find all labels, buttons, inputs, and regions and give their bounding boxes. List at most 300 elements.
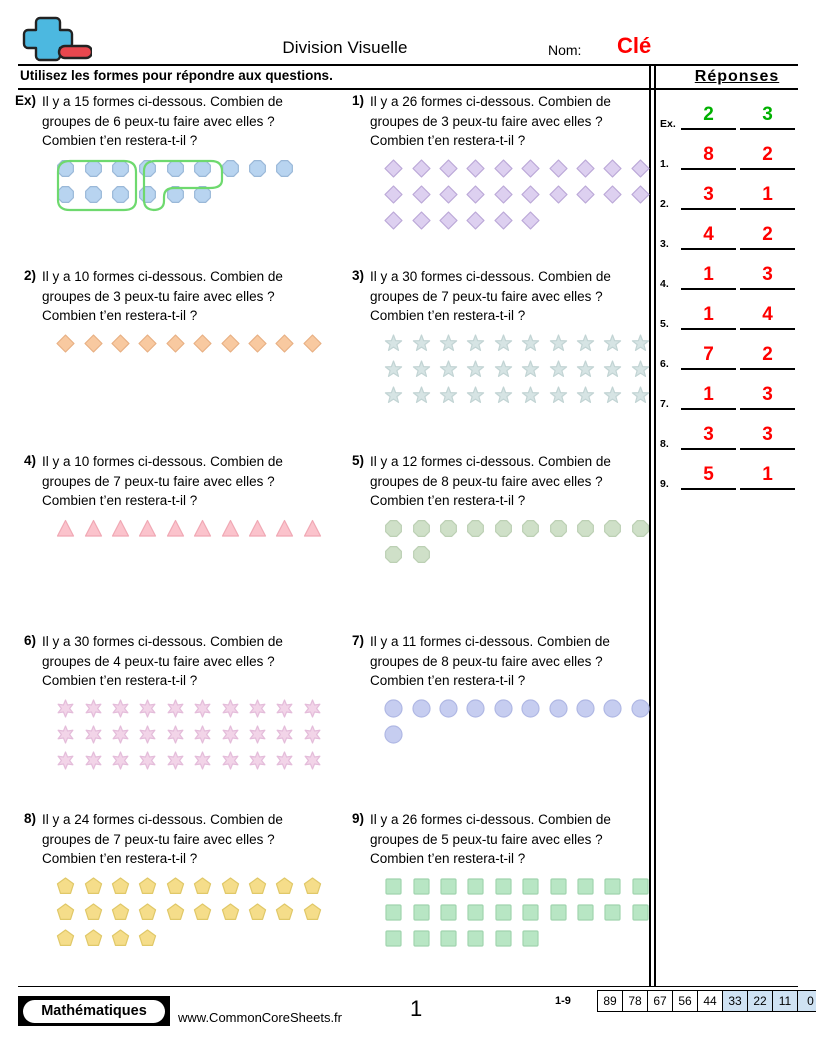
star5-icon bbox=[517, 331, 544, 357]
pentagon-icon bbox=[216, 900, 243, 926]
square-icon bbox=[407, 926, 434, 952]
star5-icon bbox=[599, 331, 626, 357]
rhombus-icon bbox=[244, 331, 271, 357]
octagon-icon bbox=[134, 182, 161, 208]
square-icon bbox=[490, 900, 517, 926]
star5-icon bbox=[380, 331, 407, 357]
answer-row bbox=[660, 220, 812, 260]
answer-row bbox=[660, 420, 812, 460]
star5-icon bbox=[627, 383, 654, 409]
star5-icon bbox=[544, 331, 571, 357]
diamond-icon bbox=[544, 156, 571, 182]
circle-icon bbox=[380, 722, 407, 748]
diamond-icon bbox=[407, 182, 434, 208]
diamond-icon bbox=[435, 208, 462, 234]
answer-field-remainder[interactable] bbox=[740, 300, 795, 330]
answer-value-quotient: 4 bbox=[703, 224, 714, 245]
problem-header bbox=[12, 267, 330, 326]
problem-text: Il y a 12 formes ci-dessous. Combien de groupes de 8 peux-tu faire avec elles ? Combien t’en restera-t-il ? bbox=[370, 454, 611, 508]
pentagon-icon bbox=[79, 900, 106, 926]
octagon-icon bbox=[271, 156, 298, 182]
square-icon bbox=[517, 926, 544, 952]
pentagon-icon bbox=[52, 900, 79, 926]
pentagon-icon bbox=[107, 926, 134, 952]
circle-icon bbox=[517, 696, 544, 722]
circle-icon bbox=[407, 696, 434, 722]
pentagon-icon bbox=[189, 874, 216, 900]
answer-field-quotient[interactable] bbox=[681, 100, 736, 130]
header-divider-line bbox=[18, 64, 798, 66]
circle-icon bbox=[490, 696, 517, 722]
pentagon-icon bbox=[134, 874, 161, 900]
answer-field-quotient[interactable] bbox=[681, 460, 736, 490]
score-cell: 56 bbox=[673, 991, 698, 1011]
answers-column bbox=[660, 100, 812, 500]
brand-label: Mathématiques bbox=[23, 1000, 165, 1023]
star6-icon bbox=[52, 696, 79, 722]
octagon-icon bbox=[572, 516, 599, 542]
problem-header bbox=[12, 92, 330, 151]
star6-icon bbox=[189, 696, 216, 722]
answer-row-index: 9. bbox=[660, 478, 669, 490]
octagon-icon bbox=[79, 182, 106, 208]
problem-6 bbox=[12, 632, 330, 774]
problem-header bbox=[340, 632, 658, 691]
star5-icon bbox=[572, 383, 599, 409]
answer-row bbox=[660, 260, 812, 300]
problem-number: 9) bbox=[351, 811, 364, 826]
problem-8 bbox=[12, 810, 330, 952]
octagon-icon bbox=[380, 516, 407, 542]
circle-icon bbox=[572, 696, 599, 722]
answer-value-remainder: 3 bbox=[762, 424, 773, 445]
square-icon bbox=[490, 874, 517, 900]
star5-icon bbox=[572, 357, 599, 383]
instructions-divider-line bbox=[18, 88, 798, 90]
answer-value-remainder: 3 bbox=[762, 264, 773, 285]
star5-icon bbox=[490, 357, 517, 383]
star6-icon bbox=[299, 722, 326, 748]
page-header bbox=[0, 0, 816, 68]
problem-text: Il y a 26 formes ci-dessous. Combien de groupes de 5 peux-tu faire avec elles ? Combien t’en restera-t-il ? bbox=[370, 812, 611, 866]
problem-text: Il y a 24 formes ci-dessous. Combien de groupes de 7 peux-tu faire avec elles ? Combien t’en restera-t-il ? bbox=[42, 812, 283, 866]
name-value: Clé bbox=[617, 33, 652, 58]
star6-icon bbox=[162, 696, 189, 722]
answer-field-remainder[interactable] bbox=[740, 340, 795, 370]
rhombus-icon bbox=[216, 331, 243, 357]
star6-icon bbox=[107, 722, 134, 748]
square-icon bbox=[517, 874, 544, 900]
pentagon-icon bbox=[189, 900, 216, 926]
octagon-icon bbox=[599, 516, 626, 542]
shape-group bbox=[52, 156, 299, 208]
star5-icon bbox=[490, 383, 517, 409]
answer-row bbox=[660, 180, 812, 220]
problem-header bbox=[340, 92, 658, 151]
problem-header bbox=[340, 267, 658, 326]
circle-icon bbox=[380, 696, 407, 722]
pentagon-icon bbox=[107, 900, 134, 926]
star6-icon bbox=[299, 696, 326, 722]
star6-icon bbox=[216, 722, 243, 748]
answer-value-quotient: 5 bbox=[703, 464, 714, 485]
answer-value-quotient: 1 bbox=[703, 264, 714, 285]
octagon-icon bbox=[216, 156, 243, 182]
problem-1 bbox=[340, 92, 658, 234]
problem-number: 2) bbox=[23, 268, 36, 283]
problem-header bbox=[340, 810, 658, 869]
square-icon bbox=[380, 874, 407, 900]
pentagon-icon bbox=[134, 900, 161, 926]
score-range-label: 1-9 bbox=[555, 995, 571, 1007]
diamond-icon bbox=[462, 208, 489, 234]
rhombus-icon bbox=[189, 331, 216, 357]
page-number: 1 bbox=[410, 996, 423, 1021]
square-icon bbox=[407, 874, 434, 900]
problem-header bbox=[12, 452, 330, 511]
diamond-icon bbox=[435, 156, 462, 182]
answer-field-remainder[interactable] bbox=[740, 460, 795, 490]
octagon-icon bbox=[52, 156, 79, 182]
rhombus-icon bbox=[134, 331, 161, 357]
answer-value-quotient: 7 bbox=[703, 344, 714, 365]
pentagon-icon bbox=[79, 874, 106, 900]
answer-row bbox=[660, 140, 812, 180]
square-icon bbox=[572, 900, 599, 926]
star6-icon bbox=[271, 748, 298, 774]
octagon-icon bbox=[517, 516, 544, 542]
answer-row-index: 3. bbox=[660, 238, 669, 250]
rhombus-icon bbox=[271, 331, 298, 357]
circle-icon bbox=[462, 696, 489, 722]
problem-text: Il y a 11 formes ci-dessous. Combien de groupes de 8 peux-tu faire avec elles ? Combien t’en restera-t-il ? bbox=[370, 634, 610, 688]
answer-value-remainder: 2 bbox=[762, 144, 773, 165]
shape-group bbox=[380, 874, 654, 952]
octagon-icon bbox=[107, 182, 134, 208]
answer-field-quotient[interactable] bbox=[681, 220, 736, 250]
answer-row bbox=[660, 460, 812, 500]
square-icon bbox=[435, 926, 462, 952]
octagon-icon bbox=[407, 516, 434, 542]
octagon-icon bbox=[107, 156, 134, 182]
answer-value-quotient: 8 bbox=[703, 144, 714, 165]
octagon-icon bbox=[435, 516, 462, 542]
score-cell: 0 bbox=[798, 991, 816, 1011]
octagon-icon bbox=[52, 182, 79, 208]
pentagon-icon bbox=[244, 900, 271, 926]
square-icon bbox=[435, 900, 462, 926]
problem-3 bbox=[340, 267, 658, 409]
star6-icon bbox=[244, 696, 271, 722]
octagon-icon bbox=[79, 156, 106, 182]
diamond-icon bbox=[380, 208, 407, 234]
rhombus-icon bbox=[79, 331, 106, 357]
diamond-icon bbox=[490, 156, 517, 182]
instructions-text: Utilisez les formes pour répondre aux questions. bbox=[20, 68, 333, 83]
star5-icon bbox=[462, 331, 489, 357]
triangle-icon bbox=[216, 516, 243, 542]
answer-field-quotient[interactable] bbox=[681, 380, 736, 410]
star6-icon bbox=[189, 722, 216, 748]
answer-field-remainder[interactable] bbox=[740, 180, 795, 210]
answer-field-quotient[interactable] bbox=[681, 300, 736, 330]
star5-icon bbox=[407, 357, 434, 383]
triangle-icon bbox=[299, 516, 326, 542]
name-label: Nom: bbox=[548, 42, 582, 58]
problem-number: 7) bbox=[351, 633, 364, 648]
pentagon-icon bbox=[216, 874, 243, 900]
answer-row bbox=[660, 100, 812, 140]
problem-number: 1) bbox=[351, 93, 364, 108]
octagon-icon bbox=[462, 516, 489, 542]
square-icon bbox=[490, 926, 517, 952]
octagon-icon bbox=[189, 156, 216, 182]
answer-field-remainder[interactable] bbox=[740, 420, 795, 450]
problem-text: Il y a 15 formes ci-dessous. Combien de groupes de 6 peux-tu faire avec elles ? Combien t’en restera-t-il ? bbox=[42, 94, 283, 148]
triangle-icon bbox=[271, 516, 298, 542]
score-cell: 67 bbox=[648, 991, 673, 1011]
pentagon-icon bbox=[271, 900, 298, 926]
square-icon bbox=[572, 874, 599, 900]
square-icon bbox=[517, 900, 544, 926]
star6-icon bbox=[216, 748, 243, 774]
diamond-icon bbox=[627, 182, 654, 208]
diamond-icon bbox=[462, 182, 489, 208]
answer-field-quotient[interactable] bbox=[681, 140, 736, 170]
answer-value-quotient: 1 bbox=[703, 304, 714, 325]
answer-row-index: 7. bbox=[660, 398, 669, 410]
triangle-icon bbox=[189, 516, 216, 542]
circle-icon bbox=[435, 696, 462, 722]
square-icon bbox=[407, 900, 434, 926]
square-icon bbox=[380, 900, 407, 926]
pentagon-icon bbox=[244, 874, 271, 900]
problem-9 bbox=[340, 810, 658, 952]
answer-row-index: 1. bbox=[660, 158, 669, 170]
octagon-icon bbox=[134, 156, 161, 182]
answer-value-quotient: 2 bbox=[703, 104, 714, 125]
star5-icon bbox=[380, 383, 407, 409]
octagon-icon bbox=[627, 516, 654, 542]
octagon-icon bbox=[244, 156, 271, 182]
answer-value-remainder: 3 bbox=[762, 384, 773, 405]
triangle-icon bbox=[244, 516, 271, 542]
star6-icon bbox=[271, 722, 298, 748]
answer-field-quotient[interactable] bbox=[681, 340, 736, 370]
problem-header bbox=[12, 632, 330, 691]
problem-7 bbox=[340, 632, 658, 748]
shape-group bbox=[380, 696, 654, 748]
answer-field-remainder[interactable] bbox=[740, 380, 795, 410]
star6-icon bbox=[162, 748, 189, 774]
diamond-icon bbox=[627, 156, 654, 182]
answer-value-quotient: 3 bbox=[703, 424, 714, 445]
answer-field-remainder[interactable] bbox=[740, 100, 795, 130]
shape-group bbox=[52, 516, 326, 542]
answer-value-remainder: 3 bbox=[762, 104, 773, 125]
square-icon bbox=[462, 900, 489, 926]
answer-field-remainder[interactable] bbox=[740, 260, 795, 290]
answer-row-index: 6. bbox=[660, 358, 669, 370]
answer-row-index: 8. bbox=[660, 438, 669, 450]
star5-icon bbox=[572, 331, 599, 357]
square-icon bbox=[462, 926, 489, 952]
answer-row-index: 4. bbox=[660, 278, 669, 290]
star5-icon bbox=[407, 331, 434, 357]
answer-value-remainder: 1 bbox=[762, 184, 773, 205]
star6-icon bbox=[79, 748, 106, 774]
answers-panel-title: Réponses bbox=[694, 68, 780, 85]
diamond-icon bbox=[380, 156, 407, 182]
pentagon-icon bbox=[107, 874, 134, 900]
answer-row-index: 5. bbox=[660, 318, 669, 330]
star6-icon bbox=[52, 748, 79, 774]
star5-icon bbox=[627, 331, 654, 357]
answer-row-index: 2. bbox=[660, 198, 669, 210]
site-url: www.CommonCoreSheets.fr bbox=[178, 1010, 342, 1025]
diamond-icon bbox=[407, 156, 434, 182]
square-icon bbox=[435, 874, 462, 900]
answer-row bbox=[660, 300, 812, 340]
star6-icon bbox=[134, 722, 161, 748]
problem-number: 5) bbox=[351, 453, 364, 468]
pentagon-icon bbox=[271, 874, 298, 900]
square-icon bbox=[627, 874, 654, 900]
square-icon bbox=[544, 900, 571, 926]
circle-icon bbox=[544, 696, 571, 722]
answer-row-index: Ex. bbox=[660, 118, 676, 130]
triangle-icon bbox=[52, 516, 79, 542]
pentagon-icon bbox=[52, 926, 79, 952]
star5-icon bbox=[462, 383, 489, 409]
diamond-icon bbox=[517, 156, 544, 182]
star6-icon bbox=[299, 748, 326, 774]
star6-icon bbox=[244, 748, 271, 774]
diamond-icon bbox=[490, 182, 517, 208]
square-icon bbox=[462, 874, 489, 900]
octagon-icon bbox=[544, 516, 571, 542]
footer-divider-line bbox=[18, 986, 798, 987]
rhombus-icon bbox=[299, 331, 326, 357]
star6-icon bbox=[189, 748, 216, 774]
problem-text: Il y a 26 formes ci-dessous. Combien de groupes de 3 peux-tu faire avec elles ? Combien t’en restera-t-il ? bbox=[370, 94, 611, 148]
answer-row bbox=[660, 380, 812, 420]
problem-4 bbox=[12, 452, 330, 542]
star6-icon bbox=[162, 722, 189, 748]
rhombus-icon bbox=[162, 331, 189, 357]
diamond-icon bbox=[544, 182, 571, 208]
square-icon bbox=[627, 900, 654, 926]
shape-group bbox=[380, 516, 654, 568]
brand-badge bbox=[18, 996, 170, 1026]
star6-icon bbox=[271, 696, 298, 722]
shape-group bbox=[52, 696, 326, 774]
problem-2 bbox=[12, 267, 330, 357]
answer-field-remainder[interactable] bbox=[740, 220, 795, 250]
page-title: Division Visuelle bbox=[282, 38, 408, 57]
answer-field-quotient[interactable] bbox=[681, 180, 736, 210]
octagon-icon bbox=[490, 516, 517, 542]
square-icon bbox=[599, 874, 626, 900]
diamond-icon bbox=[599, 156, 626, 182]
diamond-icon bbox=[462, 156, 489, 182]
pentagon-icon bbox=[134, 926, 161, 952]
score-cell: 11 bbox=[773, 991, 798, 1011]
problem-5 bbox=[340, 452, 658, 568]
star5-icon bbox=[435, 383, 462, 409]
score-scale bbox=[597, 990, 816, 1012]
answer-value-quotient: 3 bbox=[703, 184, 714, 205]
star5-icon bbox=[544, 357, 571, 383]
star5-icon bbox=[435, 331, 462, 357]
problem-text: Il y a 30 formes ci-dessous. Combien de groupes de 7 peux-tu faire avec elles ? Combien t’en restera-t-il ? bbox=[370, 269, 611, 323]
star6-icon bbox=[107, 696, 134, 722]
diamond-icon bbox=[517, 182, 544, 208]
answer-field-quotient[interactable] bbox=[681, 420, 736, 450]
answer-field-quotient[interactable] bbox=[681, 260, 736, 290]
problem-text: Il y a 10 formes ci-dessous. Combien de groupes de 7 peux-tu faire avec elles ? Combien t’en restera-t-il ? bbox=[42, 454, 283, 508]
problems-grid bbox=[12, 92, 646, 972]
circle-icon bbox=[627, 696, 654, 722]
star6-icon bbox=[79, 722, 106, 748]
score-cell: 89 bbox=[598, 991, 623, 1011]
diamond-icon bbox=[490, 208, 517, 234]
square-icon bbox=[380, 926, 407, 952]
score-cell: 22 bbox=[748, 991, 773, 1011]
star6-icon bbox=[134, 696, 161, 722]
diamond-icon bbox=[599, 182, 626, 208]
diamond-icon bbox=[517, 208, 544, 234]
diamond-icon bbox=[572, 182, 599, 208]
octagon-icon bbox=[380, 542, 407, 568]
square-icon bbox=[544, 874, 571, 900]
diamond-icon bbox=[572, 156, 599, 182]
rhombus-icon bbox=[107, 331, 134, 357]
problem-header bbox=[12, 810, 330, 869]
rhombus-icon bbox=[52, 331, 79, 357]
shape-group bbox=[380, 331, 654, 409]
triangle-icon bbox=[134, 516, 161, 542]
pentagon-icon bbox=[299, 874, 326, 900]
shape-group bbox=[52, 331, 326, 357]
problem-number: 3) bbox=[351, 268, 364, 283]
problem-number: 4) bbox=[23, 453, 36, 468]
diamond-icon bbox=[380, 182, 407, 208]
triangle-icon bbox=[79, 516, 106, 542]
answer-field-remainder[interactable] bbox=[740, 140, 795, 170]
pentagon-icon bbox=[52, 874, 79, 900]
pentagon-icon bbox=[79, 926, 106, 952]
circle-icon bbox=[599, 696, 626, 722]
answer-value-quotient: 1 bbox=[703, 384, 714, 405]
star6-icon bbox=[107, 748, 134, 774]
octagon-icon bbox=[162, 182, 189, 208]
star6-icon bbox=[134, 748, 161, 774]
problem-number: 8) bbox=[23, 811, 36, 826]
octagon-icon bbox=[407, 542, 434, 568]
star6-icon bbox=[52, 722, 79, 748]
star5-icon bbox=[599, 357, 626, 383]
problem-number: Ex) bbox=[14, 93, 36, 108]
star5-icon bbox=[462, 357, 489, 383]
triangle-icon bbox=[162, 516, 189, 542]
problem-text: Il y a 10 formes ci-dessous. Combien de groupes de 3 peux-tu faire avec elles ? Combien t’en restera-t-il ? bbox=[42, 269, 283, 323]
octagon-icon bbox=[189, 182, 216, 208]
star5-icon bbox=[490, 331, 517, 357]
diamond-icon bbox=[407, 208, 434, 234]
star6-icon bbox=[216, 696, 243, 722]
star5-icon bbox=[599, 383, 626, 409]
